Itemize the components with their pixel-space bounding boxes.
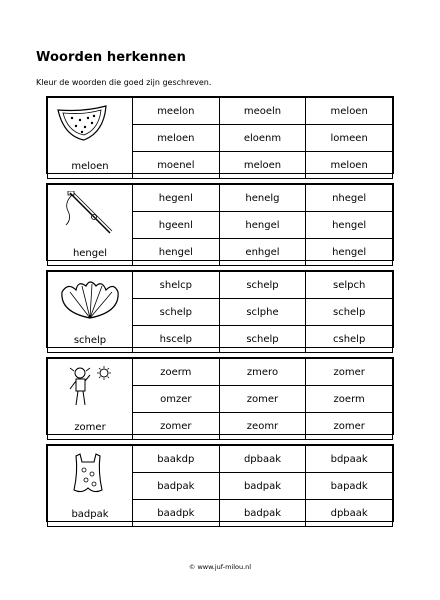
target-word: meloen (71, 161, 109, 172)
word-cell[interactable]: meloen (306, 98, 393, 125)
word-cell[interactable]: selpch (306, 272, 393, 299)
word-group-meloen (46, 96, 394, 174)
word-cell[interactable]: baakdp (133, 446, 220, 473)
word-cell[interactable]: dpbaak (219, 446, 306, 473)
word-cell[interactable]: lomeen (306, 125, 393, 152)
word-cell[interactable]: schelp (219, 326, 306, 353)
target-word: zomer (74, 422, 106, 433)
word-cell[interactable]: meoeln (219, 98, 306, 125)
word-cell[interactable]: hgeenl (133, 212, 220, 239)
swimsuit-icon (54, 452, 126, 496)
word-cell[interactable]: schelp (306, 299, 393, 326)
word-cell[interactable]: eloenm (219, 125, 306, 152)
word-group-schelp (46, 270, 394, 348)
summer-girl-sun-icon (54, 365, 126, 409)
copyright-footer: © www.juf-milou.nl (188, 563, 252, 571)
word-cell[interactable]: meelon (133, 98, 220, 125)
word-cell[interactable]: baadpk (133, 500, 220, 527)
word-cell[interactable]: moenel (133, 152, 220, 179)
word-group-hengel (46, 183, 394, 261)
picture-cell (48, 359, 133, 440)
word-cell[interactable]: schelp (133, 299, 220, 326)
word-cell[interactable]: meloen (133, 125, 220, 152)
word-group-badpak (46, 444, 394, 522)
word-cell[interactable]: hengel (306, 239, 393, 266)
word-cell[interactable]: badpak (133, 473, 220, 500)
picture-cell (48, 185, 133, 266)
word-cell[interactable]: bapadk (306, 473, 393, 500)
picture-cell (48, 446, 133, 527)
word-cell[interactable]: hengel (133, 239, 220, 266)
word-cell[interactable]: schelp (219, 272, 306, 299)
word-cell[interactable]: hengel (219, 212, 306, 239)
word-cell[interactable]: zeomr (219, 413, 306, 440)
word-cell[interactable]: cshelp (306, 326, 393, 353)
word-cell[interactable]: zoerm (133, 359, 220, 386)
target-word: hengel (72, 248, 108, 259)
target-word: badpak (71, 509, 109, 520)
word-cell[interactable]: sclphe (219, 299, 306, 326)
word-cell[interactable]: zoerm (306, 386, 393, 413)
word-cell[interactable]: zomer (306, 413, 393, 440)
target-word: schelp (73, 335, 107, 346)
page-title: Woorden herkennen (36, 50, 186, 65)
word-group-zomer (46, 357, 394, 435)
word-cell[interactable]: shelcp (133, 272, 220, 299)
word-cell[interactable]: dpbaak (306, 500, 393, 527)
word-cell[interactable]: henelg (219, 185, 306, 212)
seashell-icon (54, 278, 126, 322)
watermelon-icon (54, 104, 126, 148)
word-cell[interactable]: hengel (306, 212, 393, 239)
instruction-text: Kleur de woorden die goed zijn geschreven. (36, 78, 212, 87)
word-cell[interactable]: meloen (219, 152, 306, 179)
word-cell[interactable]: hegenl (133, 185, 220, 212)
word-cell[interactable]: meloen (306, 152, 393, 179)
word-cell[interactable]: zmero (219, 359, 306, 386)
picture-cell (48, 272, 133, 353)
word-cell[interactable]: badpak (219, 500, 306, 527)
word-cell[interactable]: nhegel (306, 185, 393, 212)
picture-cell (48, 98, 133, 179)
word-cell[interactable]: enhgel (219, 239, 306, 266)
word-cell[interactable]: zomer (133, 413, 220, 440)
word-cell[interactable]: hscelp (133, 326, 220, 353)
word-cell[interactable]: bdpaak (306, 446, 393, 473)
word-cell[interactable]: zomer (219, 386, 306, 413)
fishing-rod-icon (54, 191, 126, 235)
word-cell[interactable]: badpak (219, 473, 306, 500)
word-cell[interactable]: omzer (133, 386, 220, 413)
word-cell[interactable]: zomer (306, 359, 393, 386)
